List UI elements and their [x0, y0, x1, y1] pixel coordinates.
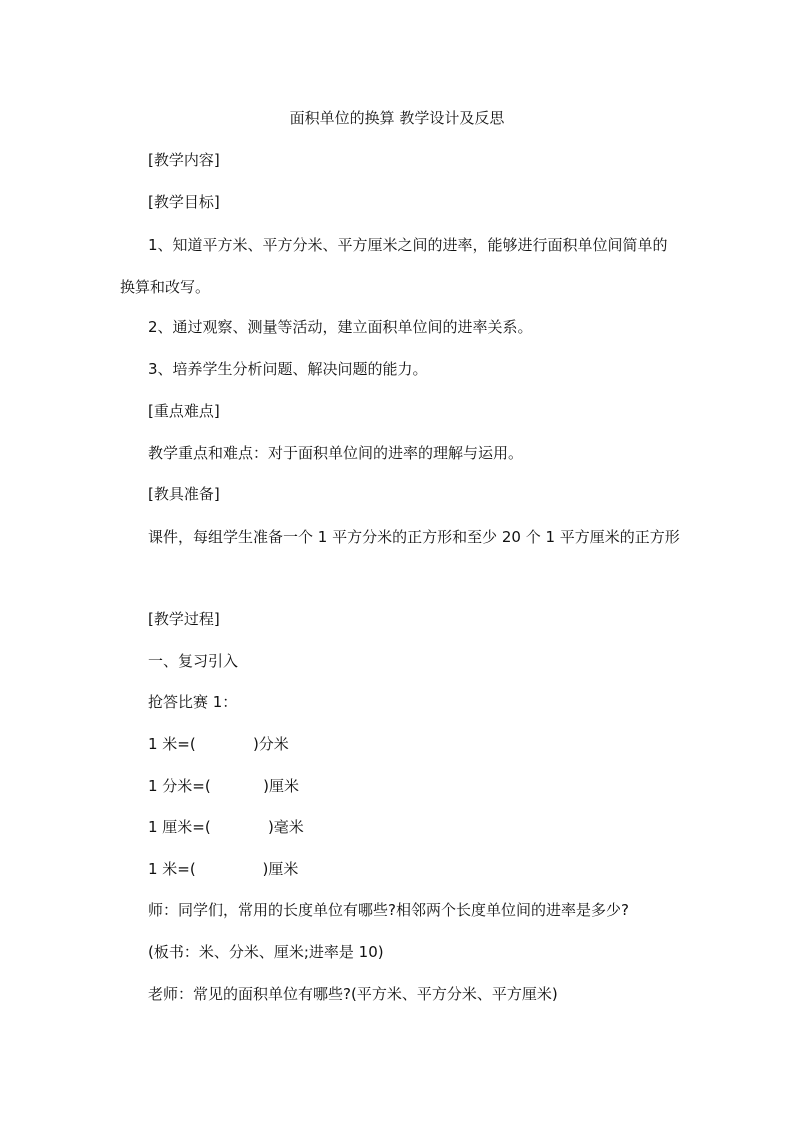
- goal-paragraph-1: 1、知道平方米、平方分米、平方厘米之间的进率，能够进行面积单位间简单的换算和改写。: [120, 236, 668, 296]
- section-heading-key-points: [重点难点]: [148, 402, 220, 420]
- question-3: 1 厘米=( )毫米: [148, 818, 304, 836]
- key-points-text: 教学重点和难点：对于面积单位间的进率的理解与运用。: [148, 444, 524, 462]
- question-4: 1 米=( )厘米: [148, 860, 299, 878]
- document-title: 面积单位的换算 教学设计及反思: [289, 109, 505, 127]
- tools-paragraph: 课件，每组学生准备一个 1 平方分米的正方形和至少 20 个 1 平方厘米的正方形: [148, 528, 680, 546]
- goal-paragraph-3: 3、培养学生分析问题、解决问题的能力。: [148, 360, 428, 378]
- teacher-question-area-units: 老师：常见的面积单位有哪些?(平方米、平方分米、平方厘米): [148, 985, 558, 1003]
- goal-paragraph-2: 2、通过观察、测量等活动，建立面积单位间的进率关系。: [148, 318, 533, 336]
- teacher-question-length-units: 师：同学们，常用的长度单位有哪些?相邻两个长度单位间的进率是多少?: [148, 901, 629, 919]
- section-heading-content: [教学内容]: [148, 151, 220, 169]
- contest-label: 抢答比赛 1：: [148, 693, 238, 711]
- question-2: 1 分米=( )厘米: [148, 777, 300, 795]
- section-heading-tools: [教具准备]: [148, 485, 220, 503]
- section-heading-process: [教学过程]: [148, 610, 220, 628]
- step-heading-review: 一、复习引入: [148, 652, 239, 670]
- question-1: 1 米=( )分米: [148, 735, 289, 753]
- section-heading-goals: [教学目标]: [148, 193, 220, 211]
- board-note: (板书：米、分米、厘米;进率是 10): [148, 943, 384, 961]
